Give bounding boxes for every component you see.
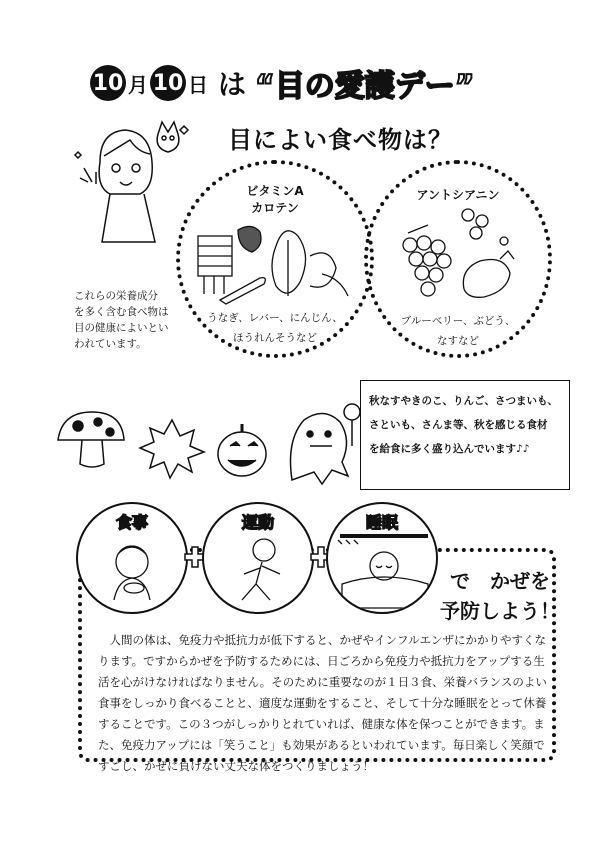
nutrition-note [74, 288, 184, 352]
title-number-day: 10 [150, 65, 186, 101]
anthocyanin-foods-illustration [368, 203, 548, 311]
cold-prevention-text: 人間の体は、免疫力や抵抗力が低下すると、かぜやインフルエンザにかかりやすくなります。ですからかぜを予防するためには、日ごろから免疫力や抵抗力をアップする生活を心がけなければなりません。そのために重要なのが１日３食、栄養バランスのよい食事をしっかり食べることと、適度な運動をすること、そして十分な睡眠をとって休養することです。この３つがしっかりとれていれば、健康な体を保つことができます。また、免疫力アップには「笑うこと」も効果があるといわれています。毎日楽しく笑顔ですごし、かぜに負けない丈夫な体をつくりましょう！ [98, 633, 547, 773]
prevent-line2: 予防しよう！ [440, 599, 560, 623]
habit-exercise-label: 運動 [241, 513, 274, 532]
vitamin-a-title: ビタミンA [246, 184, 304, 198]
note-line: われています。 [74, 338, 147, 350]
anthocyanin-title: アントシアニン [416, 188, 500, 202]
school-lunch-balloon [360, 380, 570, 490]
mushroom-icon [58, 412, 124, 440]
autumn-icons-row [52, 400, 362, 490]
title-main: “目の愛護デー” [255, 69, 475, 104]
prevent-cold-heading [440, 566, 560, 626]
habit-food-label: 食事 [115, 513, 148, 532]
habit-circle-sleep [326, 502, 438, 614]
vitamin-a-circle [176, 160, 374, 358]
pumpkin-icon [218, 432, 266, 476]
balloon-line: さといも、さんま等、秋を感じる食材 [369, 419, 548, 431]
vitamin-a-foods-line1: うなぎ、レバー、にんじん、 [207, 312, 343, 324]
vitamin-a-foods-illustration [180, 216, 370, 308]
note-line: これらの栄養成分 [74, 290, 158, 302]
ghost-icon [291, 413, 349, 484]
vitamin-a-foods-line2: ほうれんそうなど [233, 332, 317, 344]
habit-circle-food [76, 502, 188, 614]
maple-leaf-icon [140, 420, 204, 478]
girl-with-cat-illustration [70, 112, 190, 252]
balloon-line: 秋なすやきのこ、りんご、さつまいも、 [369, 395, 558, 407]
title-day: 日 [188, 72, 208, 97]
title-number-month: 10 [90, 65, 126, 101]
balloon-line: を給食に多く盛り込んでいます♪♪ [369, 443, 530, 455]
anthocyanin-foods-line2: なすなど [437, 335, 479, 347]
page-title [90, 58, 510, 108]
note-line: 目の健康によいとい [74, 322, 169, 334]
title-particle: は [218, 68, 248, 101]
title-month: 月 [128, 72, 148, 97]
note-line: を多く含む食べ物は [74, 306, 169, 318]
prevent-line1: で かぜを [450, 569, 550, 593]
subtitle: 目によい食べ物は？ [228, 126, 453, 154]
habit-circle-exercise [202, 502, 314, 614]
carotene-title: カロテン [251, 201, 299, 215]
anthocyanin-foods-line1: ブルーベリー、ぶどう、 [400, 315, 516, 327]
anthocyanin-circle [364, 160, 552, 358]
habit-sleep-label: 睡眠 [365, 513, 398, 532]
